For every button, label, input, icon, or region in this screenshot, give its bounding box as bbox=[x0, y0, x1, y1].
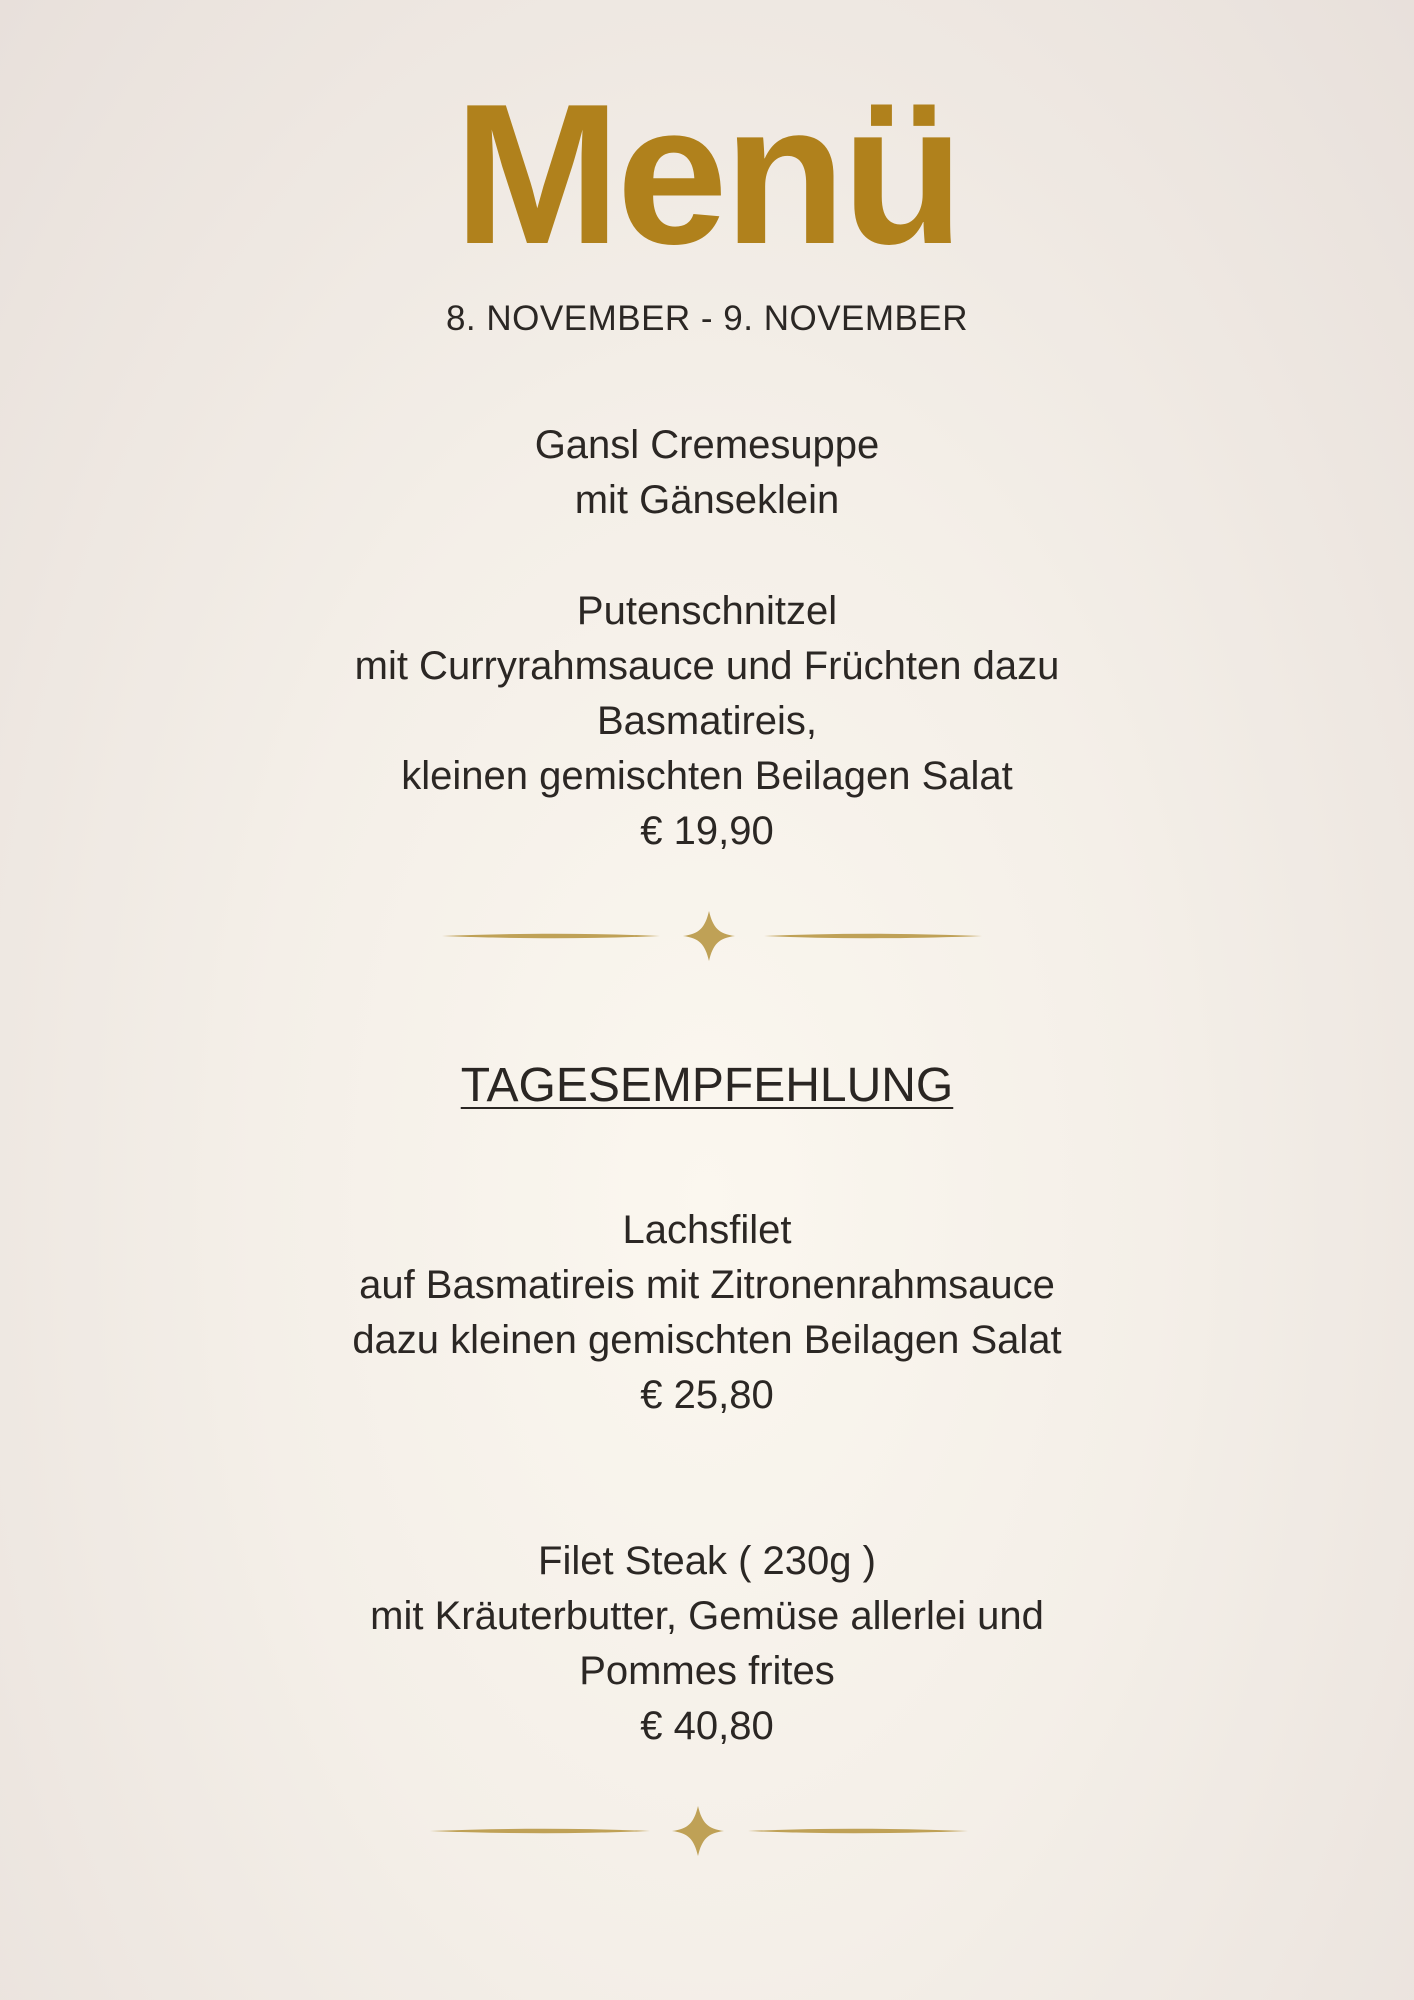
section-title: TAGESEMPFEHLUNG bbox=[460, 1059, 954, 1112]
divider-line-left bbox=[430, 1829, 650, 1834]
ornament-divider bbox=[0, 1801, 1414, 1861]
dish-price: € 40,80 bbox=[640, 1704, 774, 1748]
dish-name: Lachsfilet bbox=[622, 1208, 792, 1252]
dish-price: € 25,80 bbox=[640, 1373, 774, 1417]
dish-description-line: mit Kräuterbutter, Gemüse allerlei und bbox=[370, 1594, 1044, 1638]
dish-description-line: kleinen gemischten Beilagen Salat bbox=[401, 754, 1013, 798]
dish-description-line: Pommes frites bbox=[579, 1649, 835, 1693]
dish-description-line: mit Curryrahmsauce und Früchten dazu bbox=[354, 644, 1060, 688]
four-point-star-icon bbox=[683, 911, 735, 961]
dish-description-line: auf Basmatireis mit Zitronenrahmsauce bbox=[359, 1263, 1055, 1307]
divider-line-right bbox=[748, 1829, 968, 1834]
dish-price: € 19,90 bbox=[640, 809, 774, 853]
dish-name: Putenschnitzel bbox=[576, 589, 838, 633]
dish-description-line: Basmatireis, bbox=[596, 699, 818, 743]
dish-filet-steak bbox=[0, 1534, 1414, 1754]
dish-putenschnitzel bbox=[0, 584, 1414, 859]
dish-description-line: mit Gänseklein bbox=[574, 478, 840, 522]
dish-name: Gansl Cremesuppe bbox=[534, 423, 880, 467]
ornament-divider bbox=[0, 906, 1414, 966]
four-point-star-icon bbox=[672, 1806, 724, 1856]
date-range: 8. NOVEMBER - 9. NOVEMBER bbox=[445, 299, 969, 338]
dish-name: Filet Steak ( 230g ) bbox=[538, 1539, 876, 1583]
dish-description-line: dazu kleinen gemischten Beilagen Salat bbox=[352, 1318, 1062, 1362]
menu-title: Menü bbox=[453, 63, 961, 286]
divider-line-right bbox=[764, 934, 982, 939]
divider-line-left bbox=[442, 934, 660, 939]
dish-soup bbox=[0, 418, 1414, 528]
dish-lachsfilet bbox=[0, 1203, 1414, 1423]
